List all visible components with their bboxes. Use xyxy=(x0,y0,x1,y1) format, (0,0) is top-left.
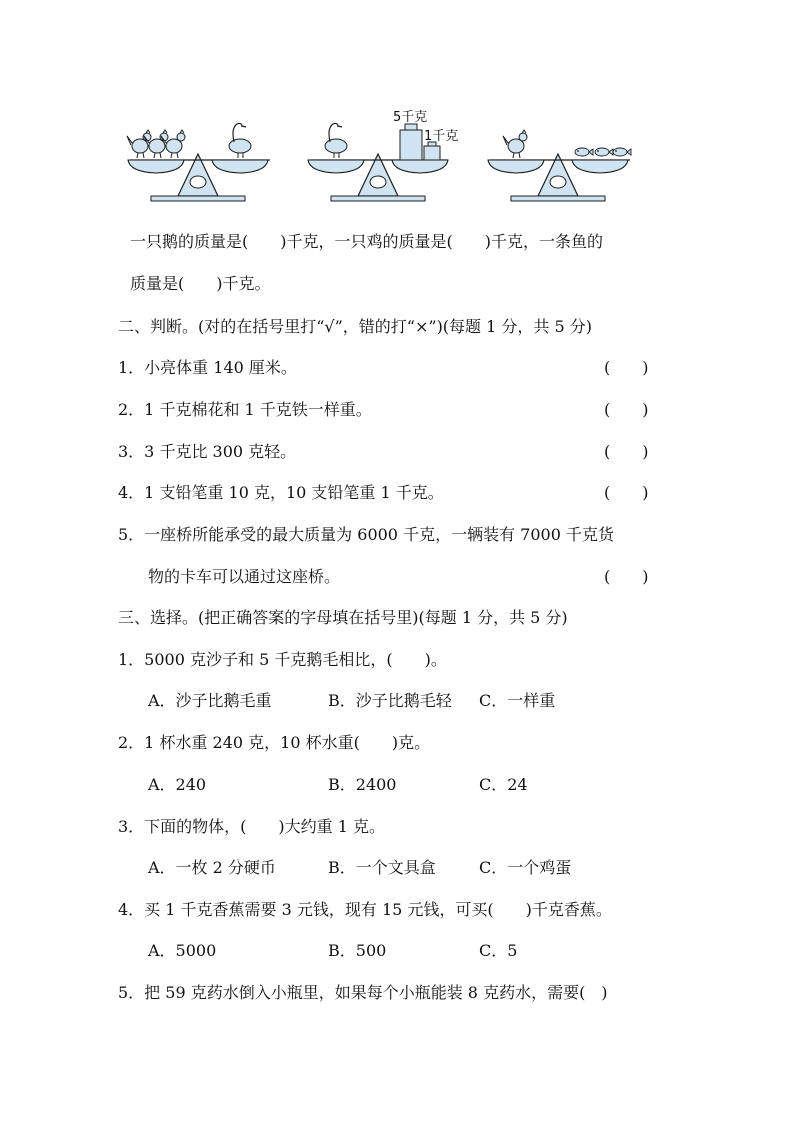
chicken-icon xyxy=(503,130,527,158)
judge-item-2: 2．1 千克棉花和 1 千克铁一样重。 xyxy=(118,400,372,419)
fish-icon xyxy=(575,148,593,156)
answer-paren-4[interactable]: ( ) xyxy=(604,483,649,502)
weight-block-icon xyxy=(424,142,440,160)
scale-2 xyxy=(308,109,458,201)
scale-1 xyxy=(127,123,270,201)
judge-item-3: 3．3 千克比 300 克轻。 xyxy=(118,442,297,461)
answer-paren-1[interactable]: ( ) xyxy=(604,358,649,377)
section3-heading: 三、选择。(把正确答案的字母填在括号里)(每题 1 分，共 5 分) xyxy=(118,608,568,627)
q2-option-c: C．24 xyxy=(479,775,528,794)
weight-label-5kg: 5千克 xyxy=(393,110,428,125)
choice-q3: 3．下面的物体，( )大约重 1 克。 xyxy=(118,817,386,836)
q2-option-a: A．240 xyxy=(148,775,207,794)
q4-option-c: C．5 xyxy=(479,941,518,960)
choice-q4: 4．买 1 千克香蕉需要 3 元钱，现有 15 元钱，可买( )千克香蕉。 xyxy=(118,900,612,919)
judge-item-4: 4．1 支铅笔重 10 克，10 支铅笔重 1 千克。 xyxy=(118,483,444,502)
goose-icon xyxy=(325,123,347,158)
goose-icon xyxy=(229,123,251,158)
answer-paren-2[interactable]: ( ) xyxy=(604,400,649,419)
fish-icon xyxy=(595,148,613,156)
fill-question-line-2: 质量是( )千克。 xyxy=(130,274,271,293)
q1-option-c: C．一样重 xyxy=(479,691,556,710)
judge-item-1: 1．小亮体重 140 厘米。 xyxy=(118,358,297,377)
balance-scales-figure xyxy=(0,0,794,215)
judge-item-5-cont: 物的卡车可以通过这座桥。 xyxy=(148,567,341,586)
section2-heading: 二、判断。(对的在括号里打“√”，错的打“×”)(每题 1 分，共 5 分) xyxy=(118,317,592,336)
q3-option-a: A．一枚 2 分硬币 xyxy=(148,858,276,877)
fill-question-line-1: 一只鹅的质量是( )千克，一只鸡的质量是( )千克，一条鱼的 xyxy=(130,232,603,251)
q2-option-b: B．2400 xyxy=(328,775,397,794)
choice-q2: 2．1 杯水重 240 克，10 杯水重( )克。 xyxy=(118,733,431,752)
choice-q5: 5．把 59 克药水倒入小瓶里，如果每个小瓶能装 8 克药水，需要( ) xyxy=(118,983,608,1002)
q4-option-b: B．500 xyxy=(328,941,387,960)
scale-3 xyxy=(488,130,631,201)
weight-block-icon xyxy=(400,124,422,160)
q1-option-a: A．沙子比鹅毛重 xyxy=(148,691,272,710)
q4-option-a: A．5000 xyxy=(148,941,217,960)
answer-paren-5[interactable]: ( ) xyxy=(604,567,649,586)
q3-option-b: B．一个文具盒 xyxy=(328,858,436,877)
q1-option-b: B．沙子比鹅毛轻 xyxy=(328,691,452,710)
choice-q1: 1．5000 克沙子和 5 千克鹅毛相比，( )。 xyxy=(118,650,447,669)
judge-item-5: 5．一座桥所能承受的最大质量为 6000 千克，一辆装有 7000 千克货 xyxy=(118,525,614,544)
q3-option-c: C．一个鸡蛋 xyxy=(479,858,572,877)
answer-paren-3[interactable]: ( ) xyxy=(604,442,649,461)
weight-label-1kg: 1千克 xyxy=(424,129,459,144)
fish-icon xyxy=(613,148,631,156)
